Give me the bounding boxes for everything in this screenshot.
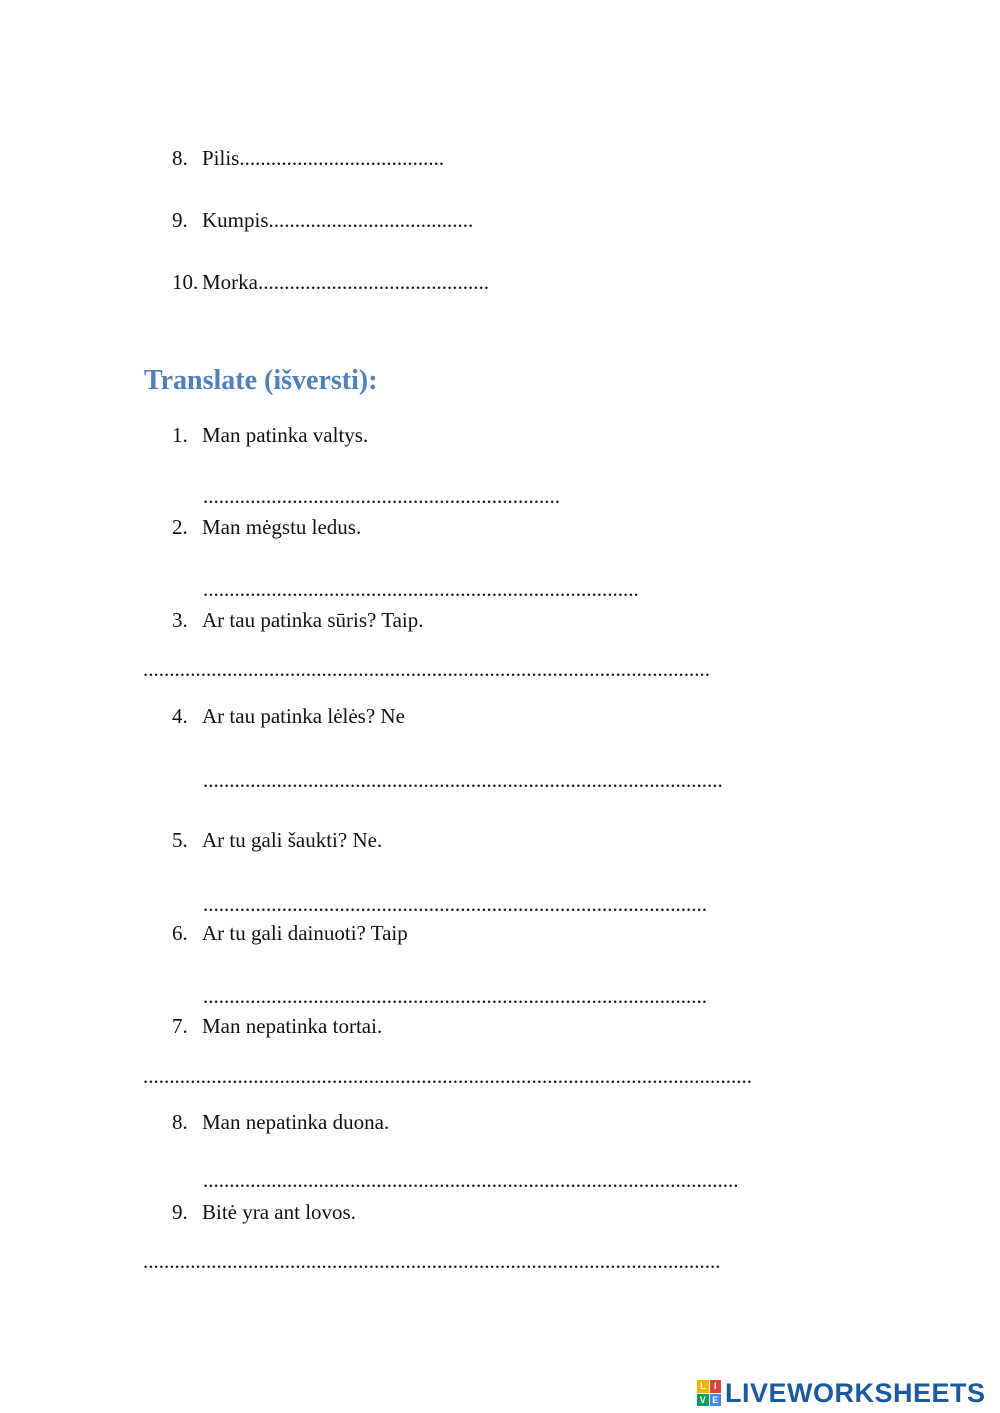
logo-mark-cell: E bbox=[710, 1394, 722, 1407]
logo-mark-cell: I bbox=[710, 1380, 722, 1393]
item-sentence: Man nepatinka tortai. bbox=[202, 1014, 383, 1038]
answer-blank[interactable]: ................................................................................................... bbox=[203, 770, 723, 790]
item-number: 2. bbox=[172, 515, 188, 539]
section-heading: Translate (išversti): bbox=[144, 365, 378, 396]
item-sentence: Man patinka valtys. bbox=[202, 423, 369, 447]
logo-mark-cell: V bbox=[697, 1394, 709, 1407]
item-number: 9. bbox=[172, 208, 188, 232]
answer-blank[interactable]: ....................................... bbox=[268, 208, 474, 232]
item-number: 5. bbox=[172, 828, 188, 852]
translate-item bbox=[172, 422, 368, 448]
item-sentence: Ar tau patinka lėlės? Ne bbox=[202, 704, 405, 728]
answer-blank[interactable]: ............................................................................................................ bbox=[143, 659, 710, 679]
item-number: 3. bbox=[172, 608, 188, 632]
item-number: 8. bbox=[172, 1110, 188, 1134]
translate-item bbox=[172, 920, 408, 946]
logo-mark-icon bbox=[697, 1380, 721, 1406]
answer-blank[interactable]: ................................................................................... bbox=[203, 579, 639, 599]
logo-text: LIVEWORKSHEETS bbox=[725, 1377, 986, 1408]
answer-blank[interactable]: ....................................... bbox=[239, 146, 445, 170]
answer-blank[interactable]: ............................................ bbox=[258, 270, 489, 294]
list-item bbox=[172, 145, 444, 171]
translate-item bbox=[172, 1199, 356, 1225]
item-sentence: Man nepatinka duona. bbox=[202, 1110, 390, 1134]
answer-blank[interactable]: ...................................................................................................... bbox=[203, 1170, 739, 1190]
translate-item bbox=[172, 1013, 382, 1039]
list-item bbox=[172, 207, 473, 233]
item-word: Pilis bbox=[202, 146, 240, 170]
item-sentence: Ar tau patinka sūris? Taip. bbox=[202, 608, 424, 632]
item-number: 7. bbox=[172, 1014, 188, 1038]
item-word: Kumpis bbox=[202, 208, 269, 232]
item-number: 6. bbox=[172, 921, 188, 945]
translate-item bbox=[172, 703, 405, 729]
answer-blank[interactable]: ................................................................................................ bbox=[203, 894, 707, 914]
answer-blank[interactable]: .................................................................................................................... bbox=[143, 1066, 752, 1086]
item-number: 8. bbox=[172, 146, 188, 170]
item-number: 10. bbox=[172, 270, 199, 294]
item-sentence: Man mėgstu ledus. bbox=[202, 515, 362, 539]
translate-item bbox=[172, 607, 424, 633]
list-item bbox=[172, 269, 489, 295]
item-number: 9. bbox=[172, 1200, 188, 1224]
item-sentence: Ar tu gali dainuoti? Taip bbox=[202, 921, 408, 945]
item-number: 4. bbox=[172, 704, 188, 728]
answer-blank[interactable]: .................................................................... bbox=[203, 486, 560, 506]
answer-blank[interactable]: .............................................................................................................. bbox=[143, 1251, 721, 1271]
item-sentence: Ar tu gali šaukti? Ne. bbox=[202, 828, 383, 852]
translate-item bbox=[172, 827, 382, 853]
answer-blank[interactable]: ................................................................................................ bbox=[203, 986, 707, 1006]
translate-item bbox=[172, 1109, 389, 1135]
logo-mark-cell: L bbox=[697, 1380, 709, 1393]
item-word: Morka bbox=[202, 270, 258, 294]
translate-item bbox=[172, 514, 361, 540]
item-sentence: Bitė yra ant lovos. bbox=[202, 1200, 356, 1224]
liveworksheets-logo bbox=[697, 1377, 986, 1409]
item-number: 1. bbox=[172, 423, 188, 447]
